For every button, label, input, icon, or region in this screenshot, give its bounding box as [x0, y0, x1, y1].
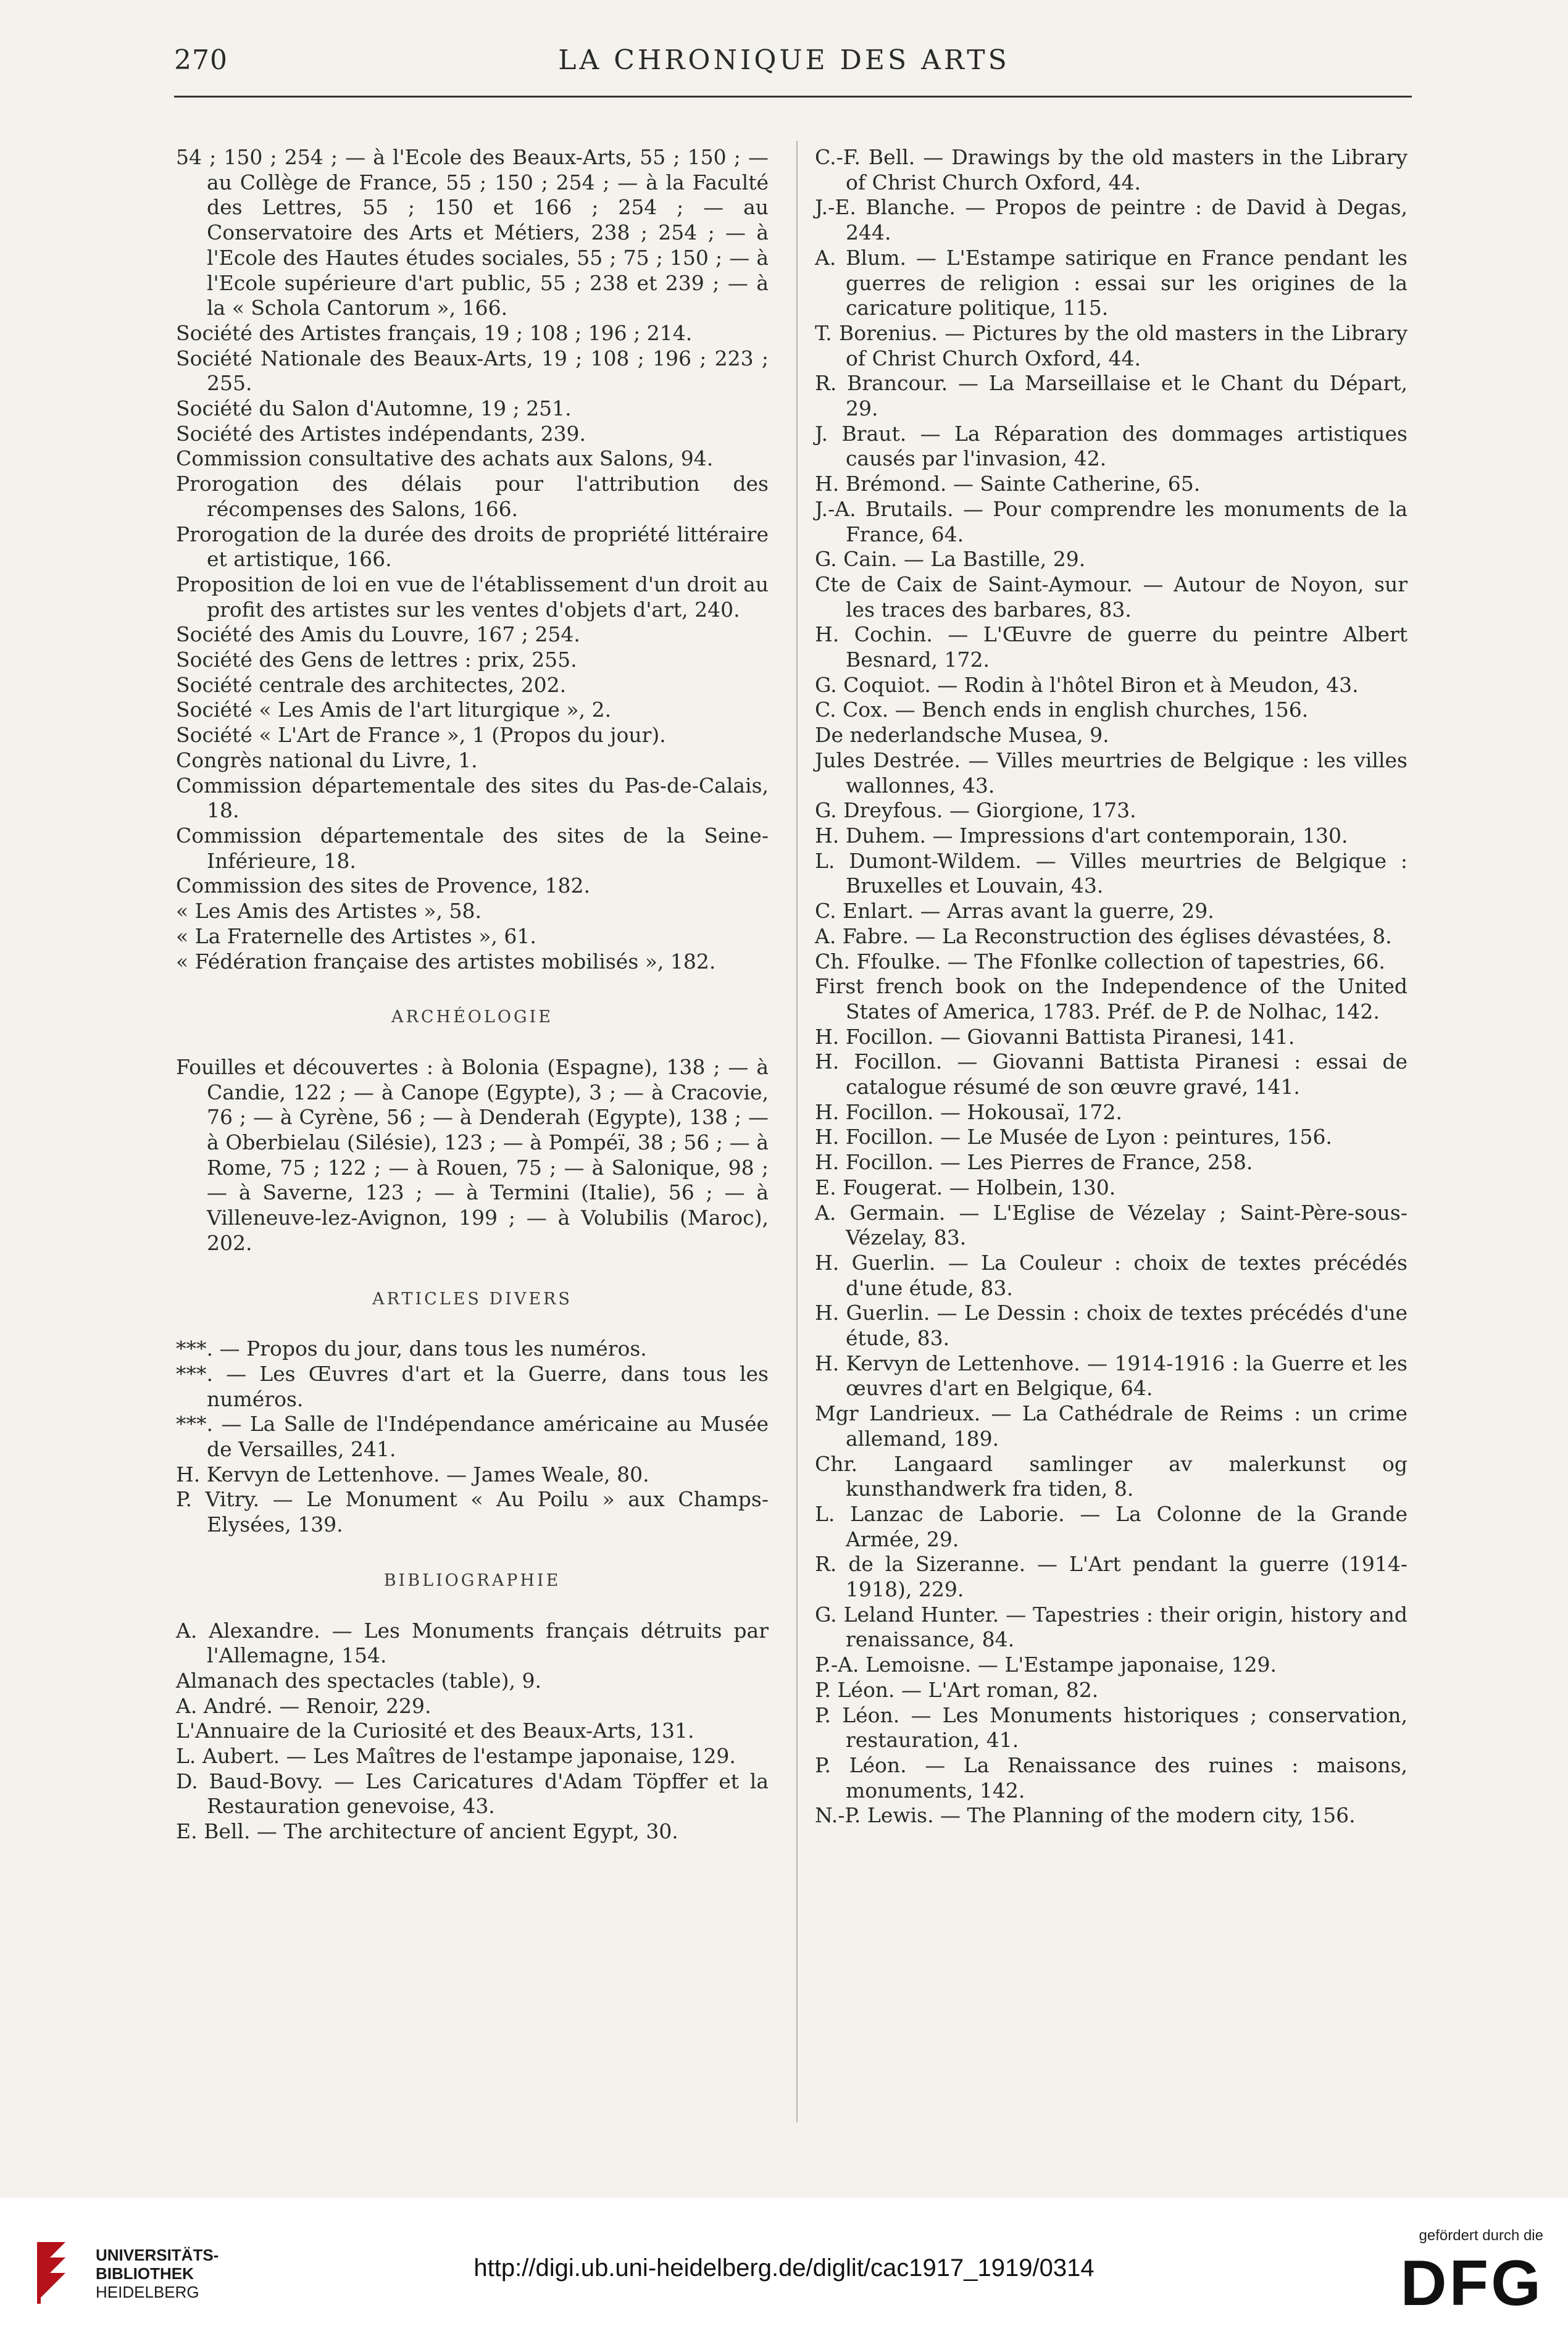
index-entry: Ch. Ffoulke. — The Ffonlke collection of tapestries, 66. [815, 949, 1385, 973]
index-entry: H. Brémond. — Sainte Catherine, 65. [815, 472, 1201, 496]
index-entry: Prorogation de la durée des droits de propriété littéraire et artistique, 166. [176, 522, 769, 572]
index-entry: 54 ; 150 ; 254 ; — à l'Ecole des Beaux-Arts, 55 ; 150 ; — au Collège de France, 55 ; 150 ; 254 ; — à la Faculté des Lettres, 55 ; 150 et 166 ; 254 ; — au Conservatoire des Arts et Métiers, 238 ; 254 ; — à l'Ecole des Hautes études sociales, 55 ; 75 ; 150 ; — à l'Ecole supérieure d'art public, 55 ; 238 et 239 ; — à la « Schola Cantorum », 166. [176, 145, 769, 320]
index-entry: ***. — Les Œuvres d'art et la Guerre, dans tous les numéros. [176, 1361, 769, 1411]
library-city: HEIDELBERG [96, 2283, 199, 2301]
index-entry: H. Cochin. — L'Œuvre de guerre du peintre Albert Besnard, 172. [815, 622, 1407, 672]
section-heading-bibliographie: BIBLIOGRAPHIE [383, 1570, 561, 1590]
index-entry: C.-F. Bell. — Drawings by the old masters in the Library of Christ Church Oxford, 44. [815, 145, 1407, 194]
index-entry: E. Fougerat. — Holbein, 130. [815, 1175, 1116, 1199]
index-entry: « Les Amis des Artistes », 58. [176, 899, 482, 923]
index-entry: Fouilles et découvertes : à Bolonia (Espagne), 138 ; — à Candie, 122 ; — à Canope (Egypte), 3 ; — à Cracovie, 76 ; — à Cyrène, 56 ; — à Denderah (Egypte), 138 ; — à Oberbielau (Silésie), 123 ; — à Pompéï, 38 ; 56 ; — à Rome, 75 ; 122 ; — à Rouen, 75 ; — à Salonique, 98 ; — à Saverne, 123 ; — à Termini (Italie), 56 ; — à Villeneuve-lez-Avignon, 199 ; — à Volubilis (Maroc), 202. [176, 1054, 769, 1255]
index-entry: P. Vitry. — Le Monument « Au Poilu » aux Champs-Elysées, 139. [176, 1487, 769, 1537]
index-entry: A. Alexandre. — Les Monuments français détruits par l'Allemagne, 154. [176, 1618, 769, 1668]
permalink-url[interactable]: http://digi.ub.uni-heidelberg.de/diglit/cac1917_1919/0314 [473, 2254, 1095, 2282]
index-entry: G. Coquiot. — Rodin à l'hôtel Biron et à Meudon, 43. [815, 672, 1359, 697]
index-entry: C. Enlart. — Arras avant la guerre, 29. [815, 899, 1214, 923]
index-entry: Commission consultative des achats aux Salons, 94. [176, 446, 714, 471]
index-entry: A. Germain. — L'Eglise de Vézelay ; Saint-Père-sous-Vézelay, 83. [815, 1200, 1407, 1250]
index-entry: H. Focillon. — Giovanni Battista Piranesi, 141. [815, 1024, 1295, 1049]
index-entry: T. Borenius. — Pictures by the old masters in the Library of Christ Church Oxford, 44. [815, 320, 1407, 370]
index-entry: N.-P. Lewis. — The Planning of the modern city, 156. [815, 1803, 1356, 1828]
bibliographie-entry-list-continued [815, 145, 1407, 1828]
journal-title: LA CHRONIQUE DES ARTS [558, 44, 1010, 76]
header-rule [174, 96, 1412, 98]
index-entry: P. Léon. — L'Art roman, 82. [815, 1677, 1099, 1702]
articles-divers-entry-list [176, 1336, 769, 1538]
index-entry: H. Focillon. — Les Pierres de France, 258. [815, 1150, 1253, 1175]
index-entry: L. Dumont-Wildem. — Villes meurtries de Belgique : Bruxelles et Louvain, 43. [815, 848, 1407, 898]
library-name-line2: BIBLIOTHEK [96, 2264, 194, 2283]
index-entry: P.-A. Lemoisne. — L'Estampe japonaise, 129. [815, 1653, 1277, 1677]
section-heading-archeologie: ARCHÉOLOGIE [391, 1007, 553, 1027]
index-entry: H. Kervyn de Lettenhove. — 1914-1916 : la Guerre et les œuvres d'art en Belgique, 64. [815, 1351, 1407, 1401]
index-entry: Cte de Caix de Saint-Aymour. — Autour de Noyon, sur les traces des barbares, 83. [815, 572, 1407, 622]
index-entry-list [176, 145, 769, 974]
index-entry: Société « L'Art de France », 1 (Propos du jour). [176, 723, 666, 748]
index-entry: G. Leland Hunter. — Tapestries : their origin, history and renaissance, 84. [815, 1602, 1407, 1652]
bibliographie-entry-list [176, 1619, 769, 1845]
index-entry: H. Guerlin. — Le Dessin : choix de textes précédés d'une étude, 83. [815, 1301, 1407, 1351]
index-entry: ***. — La Salle de l'Indépendance américaine au Musée de Versailles, 241. [176, 1412, 769, 1462]
index-entry: A. Blum. — L'Estampe satirique en France pendant les guerres de religion : essai sur les origines de la caricature politique, 115. [815, 245, 1407, 320]
index-entry: « La Fraternelle des Artistes », 61. [176, 923, 536, 948]
index-entry: G. Dreyfous. — Giorgione, 173. [815, 798, 1136, 823]
left-column [176, 145, 769, 1845]
column-divider [796, 141, 798, 2122]
index-entry: D. Baud-Bovy. — Les Caricatures d'Adam Töpffer et la Restauration genevoise, 43. [176, 1769, 769, 1819]
index-entry: L. Lanzac de Laborie. — La Colonne de la Grande Armée, 29. [815, 1501, 1407, 1551]
digitization-footer [0, 2198, 1568, 2326]
index-entry: Commission des sites de Provence, 182. [176, 873, 590, 898]
index-entry: H. Kervyn de Lettenhove. — James Weale, 80. [176, 1462, 649, 1486]
index-entry: Société des Artistes français, 19 ; 108 ; 196 ; 214. [176, 320, 693, 345]
index-entry: Almanach des spectacles (table), 9. [176, 1668, 541, 1693]
index-entry: H. Focillon. — Le Musée de Lyon : peintures, 156. [815, 1125, 1332, 1149]
index-entry: Société des Amis du Louvre, 167 ; 254. [176, 622, 580, 647]
index-entry: A. Fabre. — La Reconstruction des églises dévastées, 8. [815, 923, 1392, 948]
index-entry: ***. — Propos du jour, dans tous les numéros. [176, 1336, 647, 1361]
library-name-line1: UNIVERSITÄTS- [96, 2246, 219, 2264]
index-entry: J. Braut. — La Réparation des dommages artistiques causés par l'invasion, 42. [815, 421, 1407, 471]
index-entry: Mgr Landrieux. — La Cathédrale de Reims : un crime allemand, 189. [815, 1401, 1407, 1451]
index-entry: De nederlandsche Musea, 9. [815, 723, 1109, 748]
index-entry: Prorogation des délais pour l'attribution des récompenses des Salons, 166. [176, 472, 769, 521]
dfg-logo: DFG [1400, 2248, 1543, 2319]
index-entry: H. Duhem. — Impressions d'art contemporain, 130. [815, 823, 1348, 848]
index-entry: Société des Artistes indépendants, 239. [176, 421, 586, 446]
index-entry: Commission départementale des sites de la Seine-Inférieure, 18. [176, 823, 769, 873]
index-entry: Société centrale des architectes, 202. [176, 672, 567, 697]
index-entry: C. Cox. — Bench ends in english churches, 156. [815, 698, 1309, 722]
index-entry: Société Nationale des Beaux-Arts, 19 ; 108 ; 196 ; 223 ; 255. [176, 346, 769, 396]
index-entry: J.-E. Blanche. — Propos de peintre : de David à Degas, 244. [815, 195, 1407, 245]
funded-by-label: gefördert durch die [1419, 2227, 1543, 2244]
index-entry: L'Annuaire de la Curiosité et des Beaux-Arts, 131. [176, 1719, 694, 1743]
archeologie-entry-list [176, 1055, 769, 1256]
right-column [815, 145, 1407, 1828]
index-entry: Proposition de loi en vue de l'établissement d'un droit au profit des artistes sur les ventes d'objets d'art, 240. [176, 572, 769, 622]
page-number: 270 [174, 44, 228, 76]
index-entry: Commission départementale des sites du Pas-de-Calais, 18. [176, 773, 769, 823]
index-entry: Société des Gens de lettres : prix, 255. [176, 648, 577, 672]
index-entry: H. Guerlin. — La Couleur : choix de textes précédés d'une étude, 83. [815, 1250, 1407, 1300]
index-entry: G. Cain. — La Bastille, 29. [815, 547, 1086, 572]
index-entry: H. Focillon. — Hokousaï, 172. [815, 1099, 1122, 1124]
index-entry: P. Léon. — La Renaissance des ruines : maisons, monuments, 142. [815, 1753, 1407, 1803]
index-entry: Société « Les Amis de l'art liturgique », 2. [176, 698, 612, 722]
index-entry: E. Bell. — The architecture of ancient Egypt, 30. [176, 1819, 678, 1844]
index-entry: First french book on the Independence of the United States of America, 1783. Préf. de P. de Nolhac, 142. [815, 974, 1407, 1023]
index-entry: P. Léon. — Les Monuments historiques ; conservation, restauration, 41. [815, 1703, 1407, 1753]
index-entry: R. de la Sizeranne. — L'Art pendant la guerre (1914-1918), 229. [815, 1552, 1407, 1602]
index-entry: Société du Salon d'Automne, 19 ; 251. [176, 396, 572, 421]
index-entry: R. Brancour. — La Marseillaise et le Chant du Départ, 29. [815, 371, 1407, 421]
section-heading-articles-divers: ARTICLES DIVERS [372, 1289, 572, 1309]
index-entry: A. André. — Renoir, 229. [176, 1693, 432, 1718]
index-entry: Chr. Langaard samlinger av malerkunst og kunsthandwerk fra tiden, 8. [815, 1451, 1407, 1501]
index-entry: Jules Destrée. — Villes meurtries de Belgique : les villes wallonnes, 43. [815, 748, 1407, 798]
index-entry: L. Aubert. — Les Maîtres de l'estampe japonaise, 129. [176, 1744, 736, 1769]
index-entry: H. Focillon. — Giovanni Battista Piranesi : essai de catalogue résumé de son œuvre gravé, 141. [815, 1049, 1407, 1099]
index-entry: Congrès national du Livre, 1. [176, 748, 478, 772]
index-entry: « Fédération française des artistes mobilisés », 182. [176, 949, 716, 973]
index-entry: J.-A. Brutails. — Pour comprendre les monuments de la France, 64. [815, 496, 1407, 546]
